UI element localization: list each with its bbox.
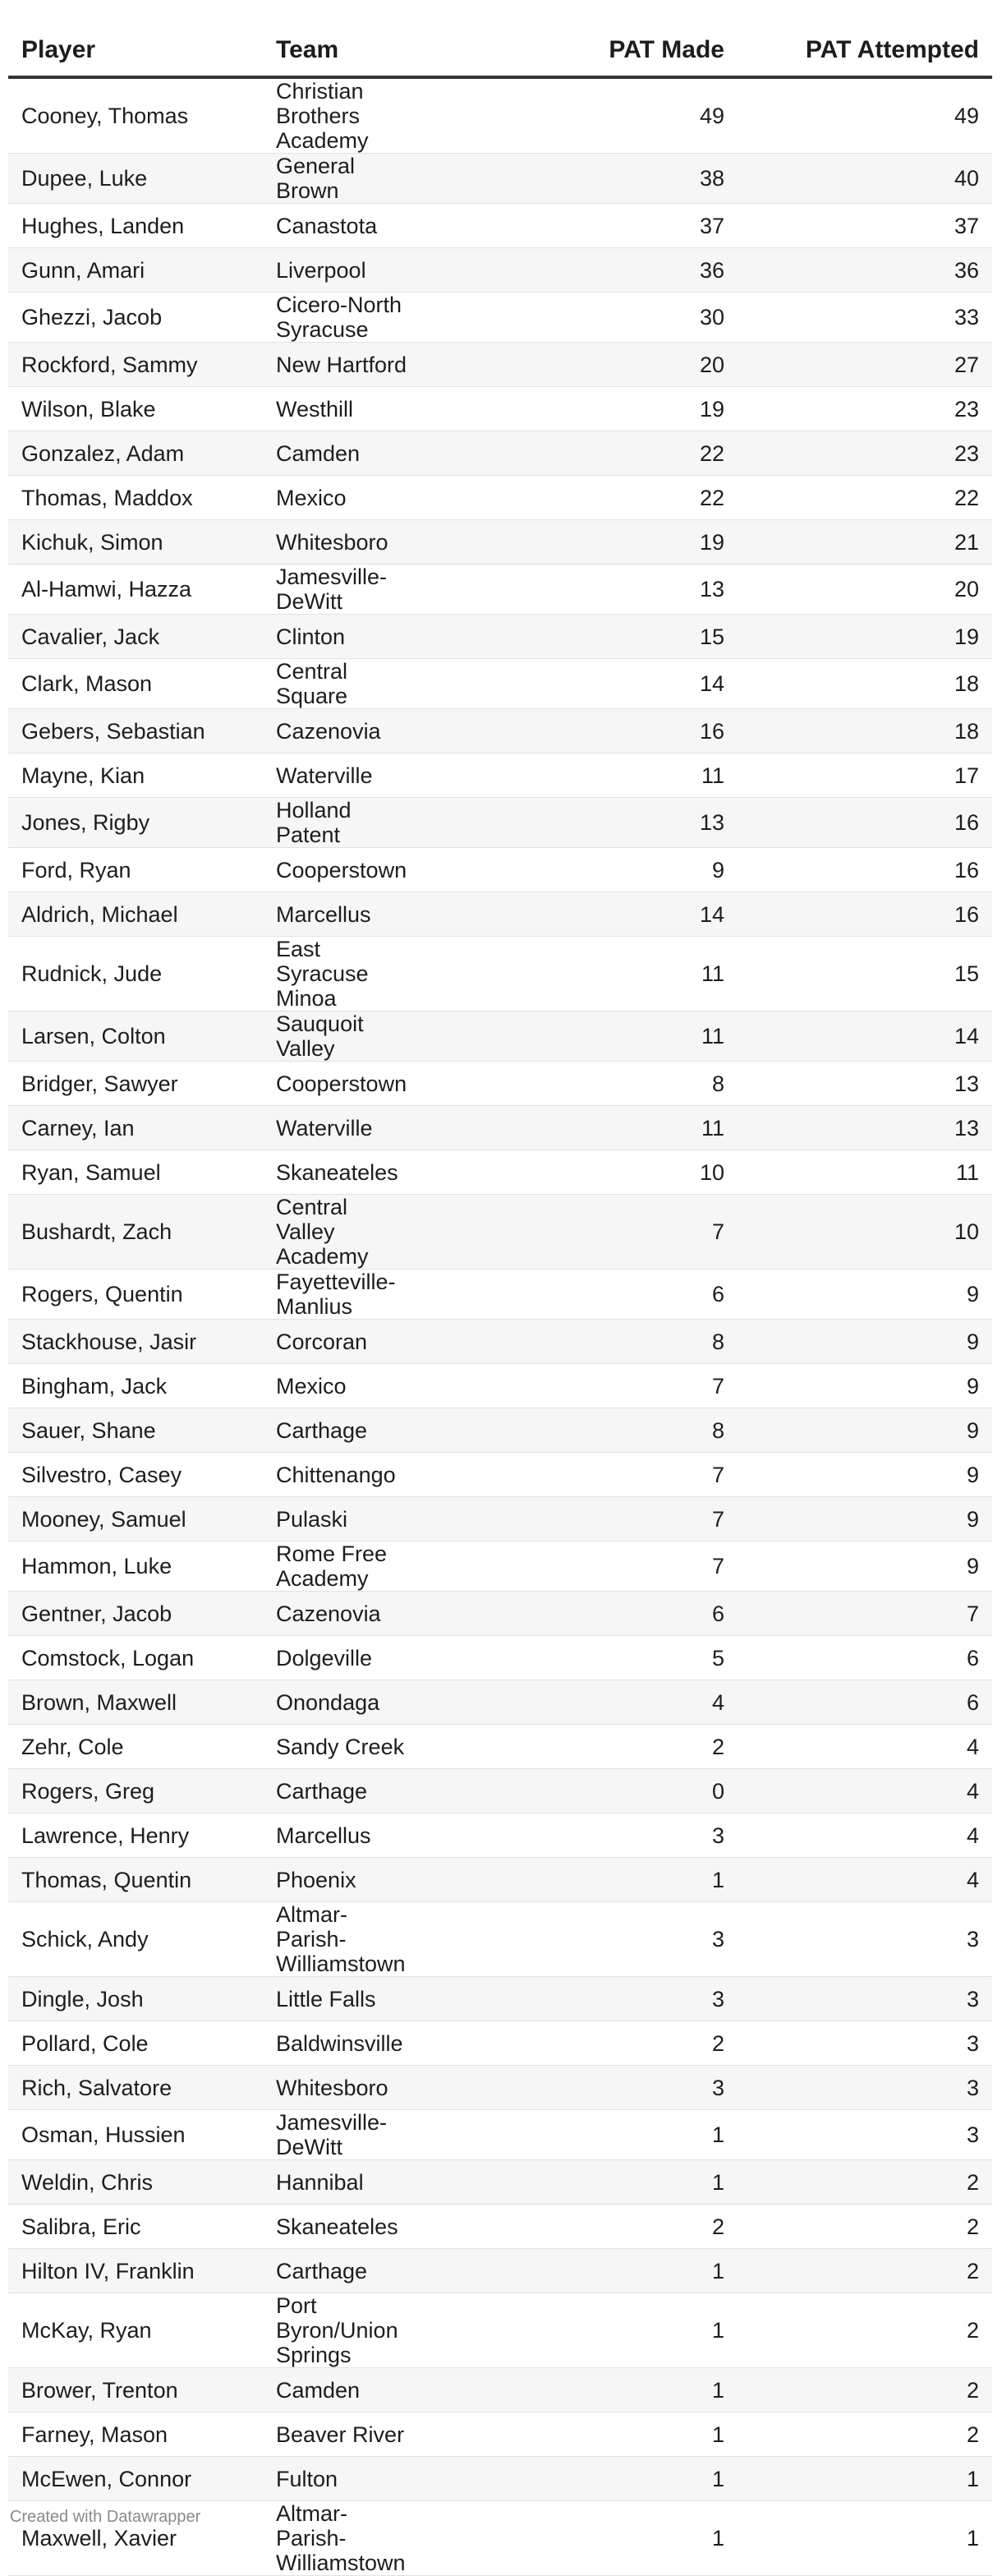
team-cell: Marcellus [263,1813,509,1858]
pat-made-cell: 4 [509,1680,738,1725]
player-cell: Salibra, Eric [8,2205,263,2249]
pat-made-cell: 7 [509,1541,738,1592]
pat-made-cell: 1 [509,2368,738,2412]
pat-attempted-cell: 36 [738,248,992,293]
pat-attempted-cell: 3 [738,2021,992,2066]
player-cell: Farney, Mason [8,2412,263,2457]
team-cell: Hannibal [263,2160,509,2205]
player-cell: Gonzalez, Adam [8,431,263,476]
pat-made-cell: 8 [509,1408,738,1453]
pat-made-cell: 11 [509,937,738,1012]
table-row [8,1270,992,1320]
player-cell: Rich, Salvatore [8,2066,263,2110]
table-row [8,1106,992,1150]
team-cell: Camden [263,2368,509,2412]
player-cell: Rudnick, Jude [8,937,263,1012]
pat-attempted-cell: 20 [738,565,992,615]
player-cell: Gentner, Jacob [8,1592,263,1636]
pat-made-cell: 8 [509,1062,738,1106]
player-cell: Silvestro, Casey [8,1453,263,1497]
pat-attempted-cell: 2 [738,2368,992,2412]
table-row [8,248,992,293]
team-cell: Westhill [263,387,509,431]
player-cell: Mooney, Samuel [8,1497,263,1541]
team-cell: Cicero-North Syracuse [263,293,509,343]
team-cell: Central Valley Academy [263,1195,509,1270]
player-cell: Bingham, Jack [8,1364,263,1408]
table-row [8,1408,992,1453]
table-row [8,798,992,848]
table-row [8,1195,992,1270]
team-cell: Central Square [263,659,509,709]
pat-made-cell: 2 [509,2205,738,2249]
pat-made-cell: 1 [509,2110,738,2160]
player-cell: Pollard, Cole [8,2021,263,2066]
pat-made-cell: 15 [509,615,738,659]
team-cell: Skaneateles [263,1150,509,1195]
player-cell: Weldin, Chris [8,2160,263,2205]
pat-made-cell: 1 [509,2501,738,2576]
pat-attempted-cell: 4 [738,1813,992,1858]
team-cell: Baldwinsville [263,2021,509,2066]
table-row [8,1541,992,1592]
pat-attempted-cell: 2 [738,2205,992,2249]
pat-attempted-cell: 16 [738,798,992,848]
player-cell: Zehr, Cole [8,1725,263,1769]
team-cell: Cooperstown [263,1062,509,1106]
table-row [8,1062,992,1106]
player-cell: McEwen, Connor [8,2457,263,2501]
pat-made-cell: 7 [509,1453,738,1497]
pat-made-cell: 1 [509,2160,738,2205]
pat-attempted-cell: 10 [738,1195,992,1270]
player-cell: Gunn, Amari [8,248,263,293]
player-cell: Comstock, Logan [8,1636,263,1680]
pat-made-cell: 7 [509,1364,738,1408]
table-row [8,892,992,937]
pat-attempted-cell: 33 [738,293,992,343]
pat-made-cell: 1 [509,2293,738,2368]
table-body [8,77,992,2576]
pat-made-cell: 11 [509,1106,738,1150]
pat-attempted-cell: 1 [738,2501,992,2576]
team-cell: Port Byron/Union Springs [263,2293,509,2368]
pat-made-cell: 13 [509,798,738,848]
table-row [8,709,992,753]
player-cell: Rockford, Sammy [8,343,263,387]
team-cell: Cazenovia [263,1592,509,1636]
team-cell: Skaneateles [263,2205,509,2249]
pat-made-cell: 1 [509,2249,738,2293]
table-row [8,2110,992,2160]
player-cell: Gebers, Sebastian [8,709,263,753]
table-row [8,387,992,431]
pat-attempted-cell: 6 [738,1680,992,1725]
table-row [8,476,992,520]
pat-made-cell: 30 [509,293,738,343]
team-cell: General Brown [263,154,509,204]
player-cell: Dupee, Luke [8,154,263,204]
pat-made-cell: 10 [509,1150,738,1195]
player-cell: Aldrich, Michael [8,892,263,937]
team-cell: Little Falls [263,1977,509,2021]
table-row [8,293,992,343]
stats-table-container [8,25,992,2576]
player-cell: Cooney, Thomas [8,77,263,154]
pat-attempted-cell: 49 [738,77,992,154]
table-row [8,77,992,154]
pat-attempted-cell: 3 [738,2066,992,2110]
pat-made-cell: 0 [509,1769,738,1813]
team-cell: Corcoran [263,1320,509,1364]
pat-made-cell: 49 [509,77,738,154]
team-cell: Jamesville-DeWitt [263,565,509,615]
player-cell: Sauer, Shane [8,1408,263,1453]
table-row [8,1636,992,1680]
team-cell: Fulton [263,2457,509,2501]
player-cell: Brown, Maxwell [8,1680,263,1725]
team-cell: Onondaga [263,1680,509,1725]
team-cell: Liverpool [263,248,509,293]
pat-attempted-cell: 1 [738,2457,992,2501]
header-row [8,25,992,77]
player-cell: Rogers, Greg [8,1769,263,1813]
pat-made-cell: 37 [509,204,738,248]
player-cell: Brower, Trenton [8,2368,263,2412]
player-cell: Lawrence, Henry [8,1813,263,1858]
pat-attempted-cell: 23 [738,387,992,431]
table-header [8,25,992,77]
player-cell: Al-Hamwi, Hazza [8,565,263,615]
table-row [8,2293,992,2368]
table-row [8,2412,992,2457]
player-cell: Mayne, Kian [8,753,263,798]
team-cell: Christian Brothers Academy [263,77,509,154]
team-cell: Waterville [263,753,509,798]
table-row [8,1680,992,1725]
pat-attempted-cell: 4 [738,1725,992,1769]
team-cell: Phoenix [263,1858,509,1902]
pat-made-cell: 7 [509,1195,738,1270]
player-cell: Thomas, Quentin [8,1858,263,1902]
team-cell: Carthage [263,2249,509,2293]
pat-made-cell: 3 [509,2066,738,2110]
player-cell: Kichuk, Simon [8,520,263,565]
table-row [8,1902,992,1977]
pat-made-cell: 16 [509,709,738,753]
team-cell: Carthage [263,1769,509,1813]
pat-attempted-cell: 2 [738,2249,992,2293]
player-cell: Ghezzi, Jacob [8,293,263,343]
table-row [8,2021,992,2066]
pat-stats-table [8,25,992,2576]
pat-attempted-cell: 13 [738,1106,992,1150]
pat-attempted-cell: 37 [738,204,992,248]
player-cell: Clark, Mason [8,659,263,709]
pat-attempted-cell: 3 [738,1902,992,1977]
pat-attempted-cell: 9 [738,1364,992,1408]
pat-attempted-cell: 9 [738,1320,992,1364]
table-row [8,343,992,387]
player-cell: McKay, Ryan [8,2293,263,2368]
pat-made-cell: 13 [509,565,738,615]
pat-attempted-cell: 2 [738,2293,992,2368]
pat-attempted-cell: 18 [738,709,992,753]
pat-made-cell: 11 [509,1012,738,1062]
team-cell: Sauquoit Valley [263,1012,509,1062]
pat-attempted-cell: 18 [738,659,992,709]
player-cell: Ford, Ryan [8,848,263,892]
pat-made-cell: 2 [509,1725,738,1769]
table-row [8,1150,992,1195]
pat-made-cell: 22 [509,431,738,476]
pat-attempted-cell: 15 [738,937,992,1012]
table-row [8,2457,992,2501]
pat-attempted-cell: 9 [738,1453,992,1497]
table-row [8,2066,992,2110]
pat-made-cell: 19 [509,520,738,565]
team-cell: East Syracuse Minoa [263,937,509,1012]
player-cell: Rogers, Quentin [8,1270,263,1320]
player-cell: Thomas, Maddox [8,476,263,520]
player-cell: Bridger, Sawyer [8,1062,263,1106]
table-row [8,204,992,248]
table-row [8,1725,992,1769]
table-row [8,2249,992,2293]
table-row [8,1497,992,1541]
pat-attempted-cell: 9 [738,1541,992,1592]
team-cell: Altmar-Parish-Williamstown [263,2501,509,2576]
pat-made-cell: 11 [509,753,738,798]
pat-made-cell: 3 [509,1977,738,2021]
table-row [8,1592,992,1636]
column-header-pat-attempted[interactable]: PAT Attempted [738,25,992,77]
player-cell: Cavalier, Jack [8,615,263,659]
team-cell: Holland Patent [263,798,509,848]
pat-made-cell: 19 [509,387,738,431]
team-cell: Whitesboro [263,2066,509,2110]
table-row [8,2368,992,2412]
table-row [8,2205,992,2249]
team-cell: Altmar-Parish-Williamstown [263,1902,509,1977]
datawrapper-credit[interactable]: Created with Datawrapper [10,2508,201,2526]
pat-attempted-cell: 9 [738,1497,992,1541]
pat-made-cell: 22 [509,476,738,520]
table-row [8,659,992,709]
player-cell: Hammon, Luke [8,1541,263,1592]
team-cell: New Hartford [263,343,509,387]
table-row [8,1364,992,1408]
player-cell: Dingle, Josh [8,1977,263,2021]
team-cell: Cazenovia [263,709,509,753]
pat-made-cell: 3 [509,1902,738,1977]
pat-made-cell: 9 [509,848,738,892]
pat-attempted-cell: 14 [738,1012,992,1062]
team-cell: Carthage [263,1408,509,1453]
pat-made-cell: 8 [509,1320,738,1364]
pat-made-cell: 2 [509,2021,738,2066]
pat-attempted-cell: 40 [738,154,992,204]
team-cell: Mexico [263,476,509,520]
table-row [8,848,992,892]
column-header-team[interactable]: Team [263,25,509,77]
table-row [8,1813,992,1858]
table-row [8,1977,992,2021]
team-cell: Marcellus [263,892,509,937]
table-row [8,1320,992,1364]
team-cell: Camden [263,431,509,476]
player-cell: Hughes, Landen [8,204,263,248]
pat-made-cell: 3 [509,1813,738,1858]
table-row [8,615,992,659]
player-cell: Carney, Ian [8,1106,263,1150]
table-row [8,2160,992,2205]
pat-made-cell: 1 [509,1858,738,1902]
table-row [8,1858,992,1902]
player-cell: Larsen, Colton [8,1012,263,1062]
pat-made-cell: 38 [509,154,738,204]
player-cell: Jones, Rigby [8,798,263,848]
table-row [8,1453,992,1497]
player-cell: Wilson, Blake [8,387,263,431]
pat-attempted-cell: 11 [738,1150,992,1195]
team-cell: Dolgeville [263,1636,509,1680]
pat-attempted-cell: 17 [738,753,992,798]
pat-made-cell: 1 [509,2457,738,2501]
pat-made-cell: 6 [509,1270,738,1320]
table-row [8,431,992,476]
team-cell: Sandy Creek [263,1725,509,1769]
table-row [8,937,992,1012]
team-cell: Jamesville-DeWitt [263,2110,509,2160]
pat-attempted-cell: 19 [738,615,992,659]
pat-made-cell: 6 [509,1592,738,1636]
column-header-player[interactable]: Player [8,25,263,77]
pat-attempted-cell: 22 [738,476,992,520]
table-row [8,1012,992,1062]
player-cell: Schick, Andy [8,1902,263,1977]
team-cell: Rome Free Academy [263,1541,509,1592]
pat-attempted-cell: 6 [738,1636,992,1680]
team-cell: Chittenango [263,1453,509,1497]
team-cell: Mexico [263,1364,509,1408]
pat-made-cell: 14 [509,659,738,709]
pat-attempted-cell: 2 [738,2412,992,2457]
pat-attempted-cell: 21 [738,520,992,565]
pat-made-cell: 7 [509,1497,738,1541]
player-cell: Maxwell, Xavier [8,2501,263,2576]
pat-attempted-cell: 3 [738,2110,992,2160]
team-cell: Whitesboro [263,520,509,565]
player-cell: Bushardt, Zach [8,1195,263,1270]
pat-made-cell: 1 [509,2412,738,2457]
team-cell: Beaver River [263,2412,509,2457]
pat-attempted-cell: 16 [738,848,992,892]
team-cell: Cooperstown [263,848,509,892]
pat-attempted-cell: 2 [738,2160,992,2205]
player-cell: Ryan, Samuel [8,1150,263,1195]
pat-attempted-cell: 3 [738,1977,992,2021]
pat-made-cell: 36 [509,248,738,293]
table-row [8,565,992,615]
player-cell: Osman, Hussien [8,2110,263,2160]
table-row [8,1769,992,1813]
table-row [8,753,992,798]
team-cell: Fayetteville-Manlius [263,1270,509,1320]
pat-attempted-cell: 9 [738,1270,992,1320]
column-header-pat-made[interactable]: PAT Made [509,25,738,77]
pat-attempted-cell: 23 [738,431,992,476]
pat-attempted-cell: 16 [738,892,992,937]
team-cell: Clinton [263,615,509,659]
pat-made-cell: 20 [509,343,738,387]
pat-made-cell: 14 [509,892,738,937]
team-cell: Canastota [263,204,509,248]
pat-attempted-cell: 9 [738,1408,992,1453]
pat-attempted-cell: 27 [738,343,992,387]
team-cell: Waterville [263,1106,509,1150]
player-cell: Hilton IV, Franklin [8,2249,263,2293]
pat-attempted-cell: 13 [738,1062,992,1106]
team-cell: Pulaski [263,1497,509,1541]
pat-attempted-cell: 4 [738,1769,992,1813]
pat-made-cell: 5 [509,1636,738,1680]
pat-attempted-cell: 4 [738,1858,992,1902]
pat-attempted-cell: 7 [738,1592,992,1636]
player-cell: Stackhouse, Jasir [8,1320,263,1364]
table-row [8,154,992,204]
table-row [8,520,992,565]
